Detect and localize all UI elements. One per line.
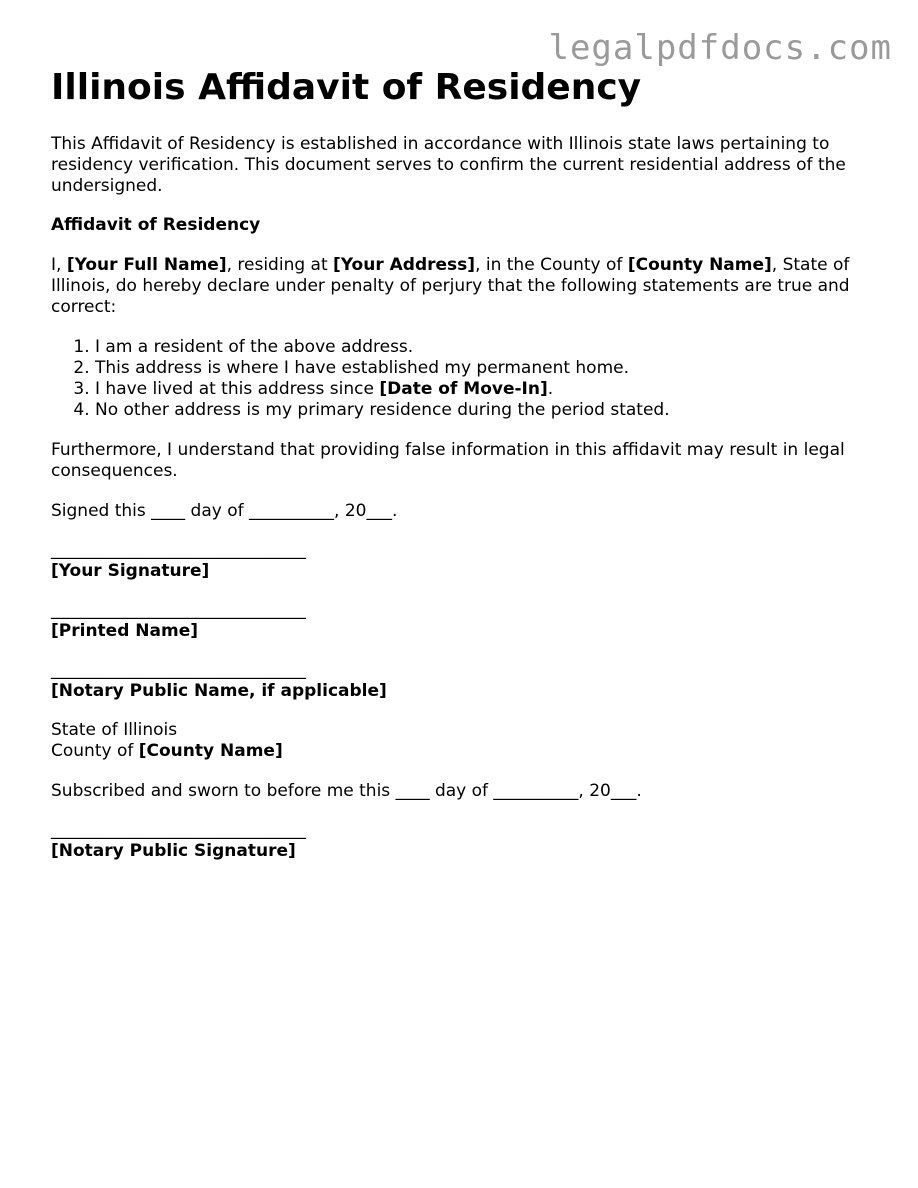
declaration-text-4: , State of Illinois, do hereby declare under penalty of perjury that the following statements are true and correct: — [51, 255, 850, 317]
county-line — [51, 741, 871, 762]
state-line: State of Illinois — [51, 720, 178, 740]
statement-3-suffix: . — [547, 379, 554, 399]
intro-paragraph: This Affidavit of Residency is established in accordance with Illinois state laws pertaining to residency verification. This document serves to confirm the current residential address of the undersigned. — [51, 134, 846, 196]
your-signature-block — [51, 540, 871, 582]
printed-name-line: ______________________________ — [51, 600, 306, 620]
county-placeholder: [County Name] — [627, 255, 772, 275]
printed-name-label: [Printed Name] — [51, 621, 198, 641]
notary-name-label: [Notary Public Name, if applicable] — [51, 681, 387, 701]
declaration-text-2: , residing at — [226, 255, 334, 275]
printed-name-block — [51, 600, 871, 642]
notary-venue-block — [51, 720, 871, 762]
declaration-paragraph — [51, 255, 871, 318]
declaration-text-3: , in the County of — [475, 255, 628, 275]
watermark-logo: legalpdfdocs.com — [548, 28, 892, 68]
notary-name-line: ______________________________ — [51, 660, 306, 680]
statement-item-2: 2. This address is where I have established my permanent home. — [95, 358, 871, 379]
furthermore-paragraph: Furthermore, I understand that providing false information in this affidavit may result in legal consequences. — [51, 440, 845, 481]
statement-3-prefix: I have lived at this address since — [95, 379, 380, 399]
move-in-date-placeholder: [Date of Move-In] — [379, 379, 548, 399]
address-placeholder: [Your Address] — [333, 255, 476, 275]
statement-list — [51, 337, 871, 421]
notary-signature-label: [Notary Public Signature] — [51, 841, 296, 861]
full-name-placeholder: [Your Full Name] — [66, 255, 227, 275]
section-heading: Affidavit of Residency — [51, 215, 261, 235]
document-title: Illinois Affidavit of Residency — [51, 67, 642, 108]
notary-signature-line: ______________________________ — [51, 820, 306, 840]
sworn-date-line: Subscribed and sworn to before me this ____ day of __________, 20___. — [51, 781, 642, 801]
county-prefix: County of — [51, 741, 139, 761]
statement-item-3 — [95, 379, 871, 400]
statement-item-1: 1. I am a resident of the above address. — [95, 337, 871, 358]
county-name-placeholder: [County Name] — [138, 741, 283, 761]
notary-name-block — [51, 660, 871, 702]
your-signature-label: [Your Signature] — [51, 561, 210, 581]
statement-item-4: 4. No other address is my primary residence during the period stated. — [95, 400, 871, 421]
notary-signature-block — [51, 820, 871, 862]
declaration-text-1: I, — [51, 255, 67, 275]
document-page — [51, 64, 871, 862]
your-signature-line: ______________________________ — [51, 540, 306, 560]
signed-date-line: Signed this ____ day of __________, 20___. — [51, 501, 398, 521]
